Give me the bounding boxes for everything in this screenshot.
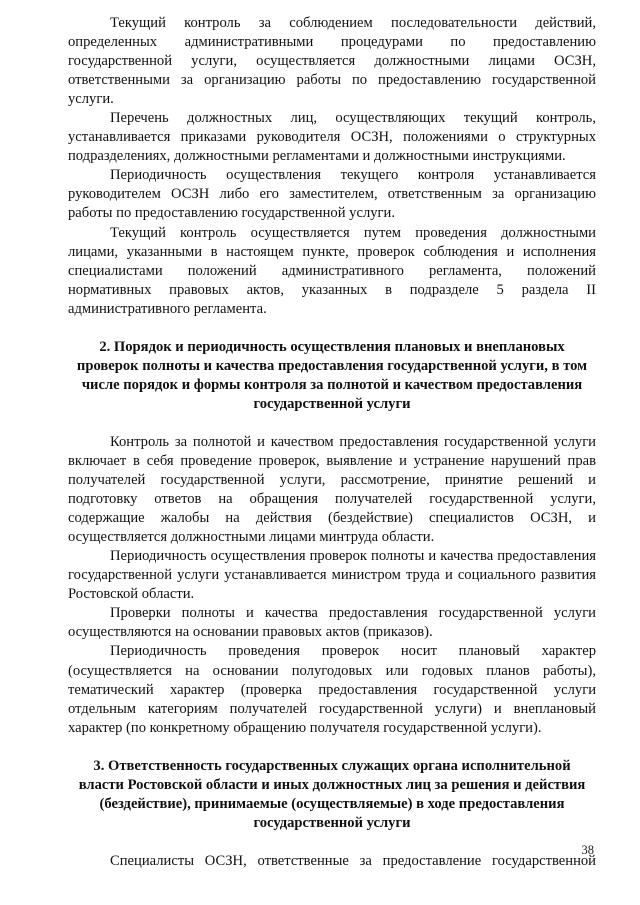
section-responsibility xyxy=(68,852,596,871)
section-current-control xyxy=(68,14,596,319)
paragraph-control-periodicity: Периодичность осуществления текущего контроля устанавливается руководителем ОСЗН либо его заместителем, ответственным за организацию работы по предоставлению государственной услуги. xyxy=(68,167,596,222)
paragraph-inspection-types: Периодичность проведения проверок носит плановый характер (осуществляется на основании полугодовых или годовых планов работы), тематический характер (проверка предоставления государственной услуги отдельным категориям получателей государственной услуги) и внеплановый характер (по конкретному обращению получателя государственной услуги). xyxy=(68,643,596,736)
paragraph-officials-list: Перечень должностных лиц, осуществляющих текущий контроль, устанавливается приказами руководителя ОСЗН, положениями о структурных подразделениях, должностными регламентами и должностными инструкциями. xyxy=(68,110,596,165)
page-number: 38 xyxy=(581,843,594,857)
paragraph-inspection-periodicity: Периодичность осуществления проверок полноты и качества предоставления государственной услуги устанавливается министром труда и социального развития Ростовской области. xyxy=(68,548,596,603)
paragraph-inspection-basis: Проверки полноты и качества предоставления государственной услуги осуществляются на основании правовых актов (приказов). xyxy=(68,605,596,641)
paragraph-specialists-responsibility: Специалисты ОСЗН, ответственные за предоставление государственной xyxy=(110,852,596,869)
section-inspections xyxy=(68,433,596,738)
paragraph-current-control-definition: Текущий контроль за соблюдением последовательности действий, определенных административными процедурами по предоставлению государственной услуги, осуществляется должностными лицами ОСЗН, ответственными за организацию работы по предоставлению государственной услуги. xyxy=(68,15,596,108)
section-heading-responsibility: 3. Ответственность государственных служащих органа исполнительной власти Ростовской области и иных должностных лиц за решения и действия (бездействие), принимаемые (осуществляемые) в ходе предоставления государственной услуги xyxy=(78,757,586,831)
paragraph-quality-control: Контроль за полнотой и качеством предоставления государственной услуги включает в себя проведение проверок, выявление и устранение нарушений прав получателей государственной услуги, рассмотрение, принятие решений и подготовку ответов на обращения получателей государственной услуги, содержащие жалобы на действия (бездействие) специалистов ОСЗН, и осуществляется должностными лицами минтруда области. xyxy=(68,433,596,546)
section-heading-inspections: 2. Порядок и периодичность осуществления плановых и внеплановых проверок полноты и качества предоставления государственной услуги, в том числе порядок и формы контроля за полнотой и качеством предоставления государственной услуги xyxy=(76,338,588,412)
document-page xyxy=(68,14,596,871)
paragraph-control-method: Текущий контроль осуществляется путем проведения должностными лицами, указанными в настоящем пункте, проверок соблюдения и исполнения специалистами положений административного регламента, положений нормативных правовых актов, указанных в подразделе 5 раздела II административного регламента. xyxy=(68,224,596,317)
